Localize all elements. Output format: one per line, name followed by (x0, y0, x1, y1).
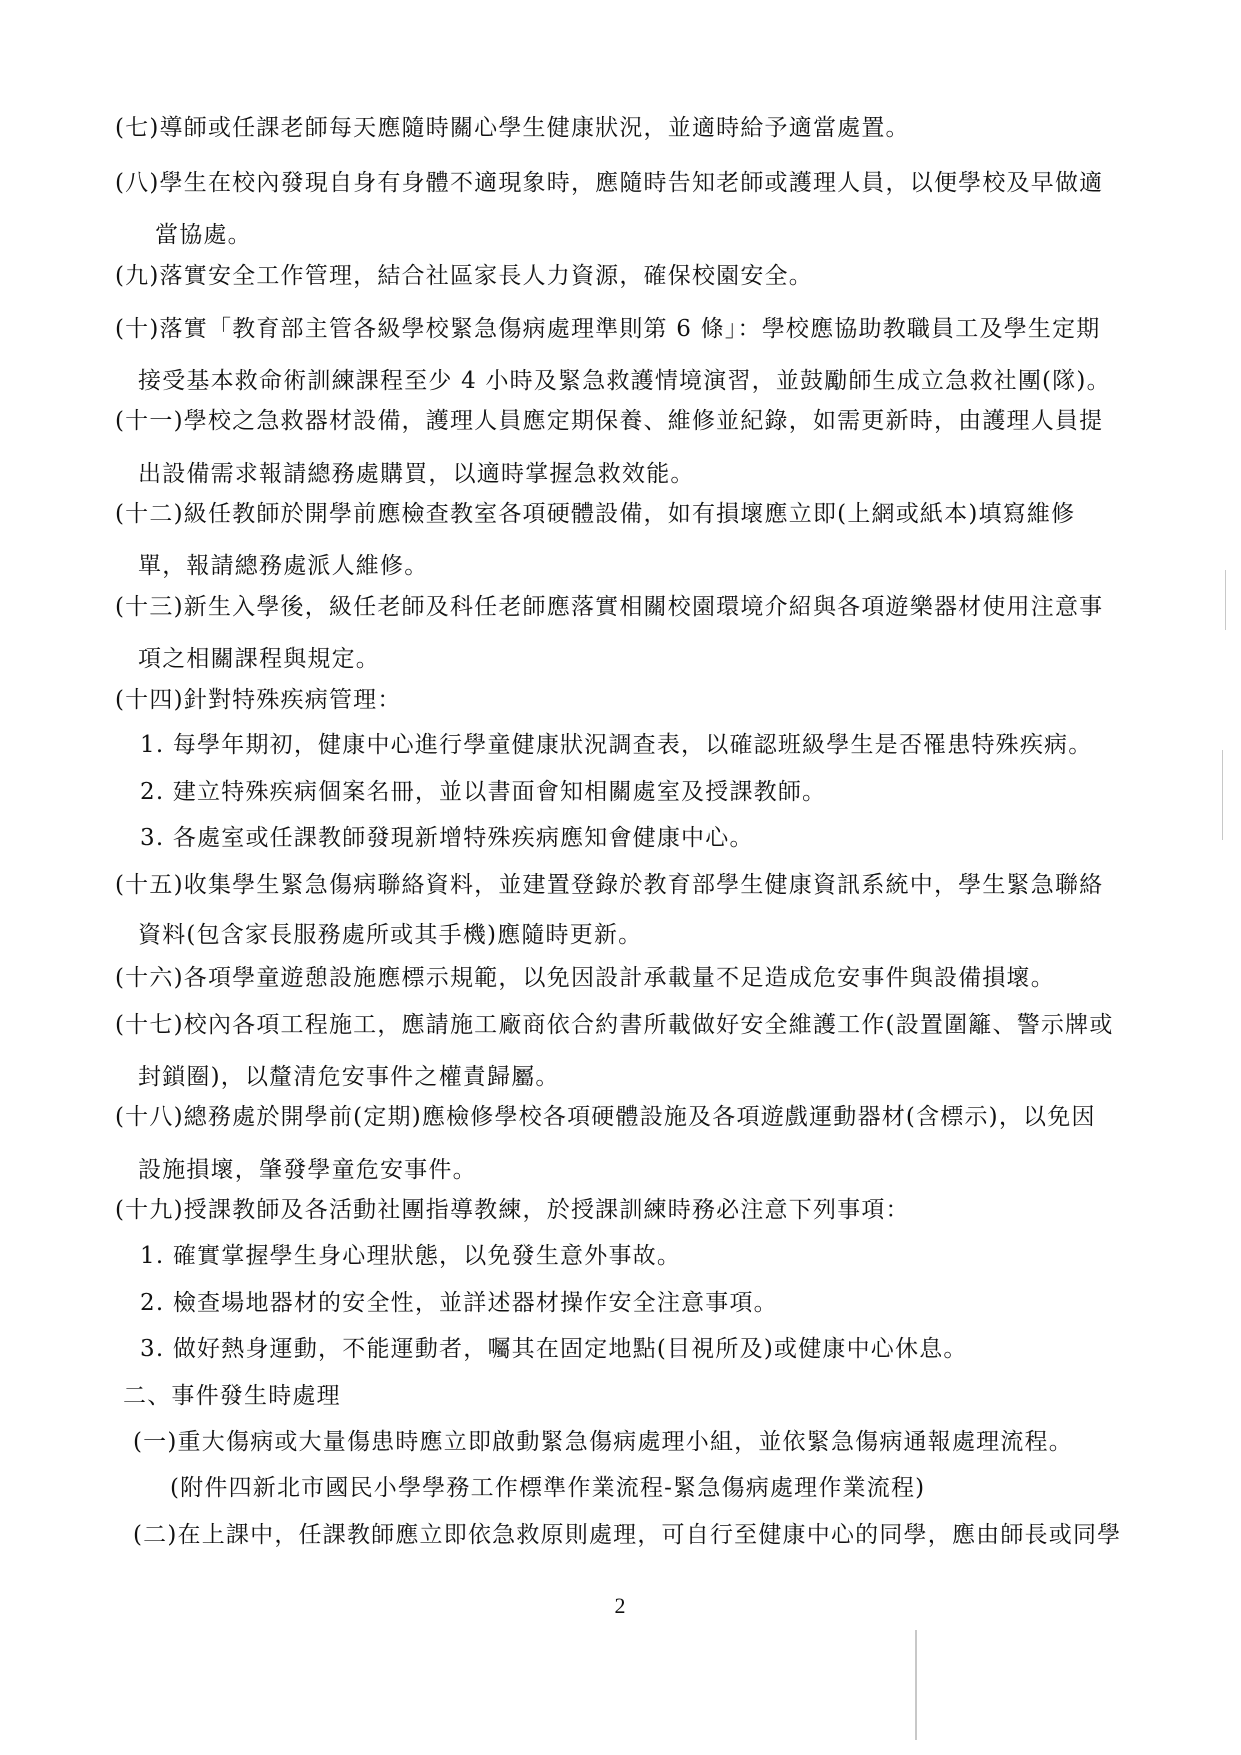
text-line: 出設備需求報請總務處購買，以適時掌握急救效能。 (138, 461, 695, 487)
text-line: (附件四新北市國民小學學務工作標準作業流程-緊急傷病處理作業流程) (170, 1475, 926, 1501)
list-item: 3. 做好熱身運動，不能運動者，囑其在固定地點(目視所及)或健康中心休息。 (140, 1336, 968, 1362)
text-line: (九)落實安全工作管理，結合社區家長人力資源，確保校園安全。 (115, 263, 813, 289)
scan-artifact (1225, 570, 1226, 630)
text-line: (七)導師或任課老師每天應隨時關心學生健康狀況，並適時給予適當處置。 (115, 115, 910, 141)
text-line: (十七)校內各項工程施工，應請施工廠商依合約書所載做好安全維護工作(設置圍籬、警示牌或 (115, 1012, 1114, 1038)
text-line: (十九)授課教師及各活動社團指導教練，於授課訓練時務必注意下列事項： (115, 1197, 910, 1223)
text-line: (十五)收集學生緊急傷病聯絡資料，並建置登錄於教育部學生健康資訊系統中，學生緊急聯絡 (115, 872, 1104, 898)
text-line: (八)學生在校內發現自身有身體不適現象時，應隨時告知老師或護理人員，以便學校及早做適 (115, 170, 1104, 196)
text-line: (二)在上課中，任課教師應立即依急救原則處理，可自行至健康中心的同學，應由師長或同學 (133, 1522, 1122, 1548)
text-line: (十六)各項學童遊憩設施應標示規範，以免因設計承載量不足造成危安事件與設備損壞。 (115, 965, 1055, 991)
text-line: (十八)總務處於開學前(定期)應檢修學校各項硬體設施及各項遊戲運動器材(含標示)，以免因 (115, 1104, 1096, 1130)
list-item: 2. 檢查場地器材的安全性，並詳述器材操作安全注意事項。 (140, 1290, 778, 1316)
scan-artifact (1222, 750, 1223, 840)
text-line: 當協處。 (155, 222, 252, 248)
list-item: 3. 各處室或任課教師發現新增特殊疾病應知會健康中心。 (140, 825, 754, 851)
list-item: 1. 確實掌握學生身心理狀態，以免發生意外事故。 (140, 1243, 682, 1269)
text-line: 資料(包含家長服務處所或其手機)應隨時更新。 (138, 922, 643, 948)
text-line: (一)重大傷病或大量傷患時應立即啟動緊急傷病處理小組，並依緊急傷病通報處理流程。 (133, 1429, 1073, 1455)
section-heading: 二、事件發生時處理 (123, 1383, 341, 1409)
text-line: (十二)級任教師於開學前應檢查教室各項硬體設備，如有損壞應立即(上網或紙本)填寫維修 (115, 501, 1076, 527)
text-line: 項之相關課程與規定。 (138, 646, 380, 672)
text-line: 設施損壞，肇發學童危安事件。 (138, 1157, 477, 1183)
text-line: (十三)新生入學後，級任老師及科任老師應落實相關校園環境介紹與各項遊樂器材使用注意事 (115, 594, 1104, 620)
scan-artifact (915, 1630, 917, 1740)
page-number: 2 (614, 1593, 626, 1618)
text-line: 單，報請總務處派人維修。 (138, 553, 429, 579)
text-line: (十四)針對特殊疾病管理： (115, 687, 402, 713)
text-line: (十一)學校之急救器材設備，護理人員應定期保養、維修並紀錄，如需更新時，由護理人員提 (115, 408, 1104, 434)
text-line: 接受基本救命術訓練課程至少 4 小時及緊急救護情境演習，並鼓勵師生成立急救社團(隊)。 (138, 368, 1111, 394)
text-line: (十)落實「教育部主管各級學校緊急傷病處理準則第 6 條」：學校應協助教職員工及學生定期 (115, 316, 1101, 342)
text-line: 封鎖圈)，以釐清危安事件之權責歸屬。 (138, 1064, 560, 1090)
list-item: 2. 建立特殊疾病個案名冊，並以書面會知相關處室及授課教師。 (140, 779, 827, 805)
list-item: 1. 每學年期初，健康中心進行學童健康狀況調查表，以確認班級學生是否罹患特殊疾病。 (140, 732, 1093, 758)
